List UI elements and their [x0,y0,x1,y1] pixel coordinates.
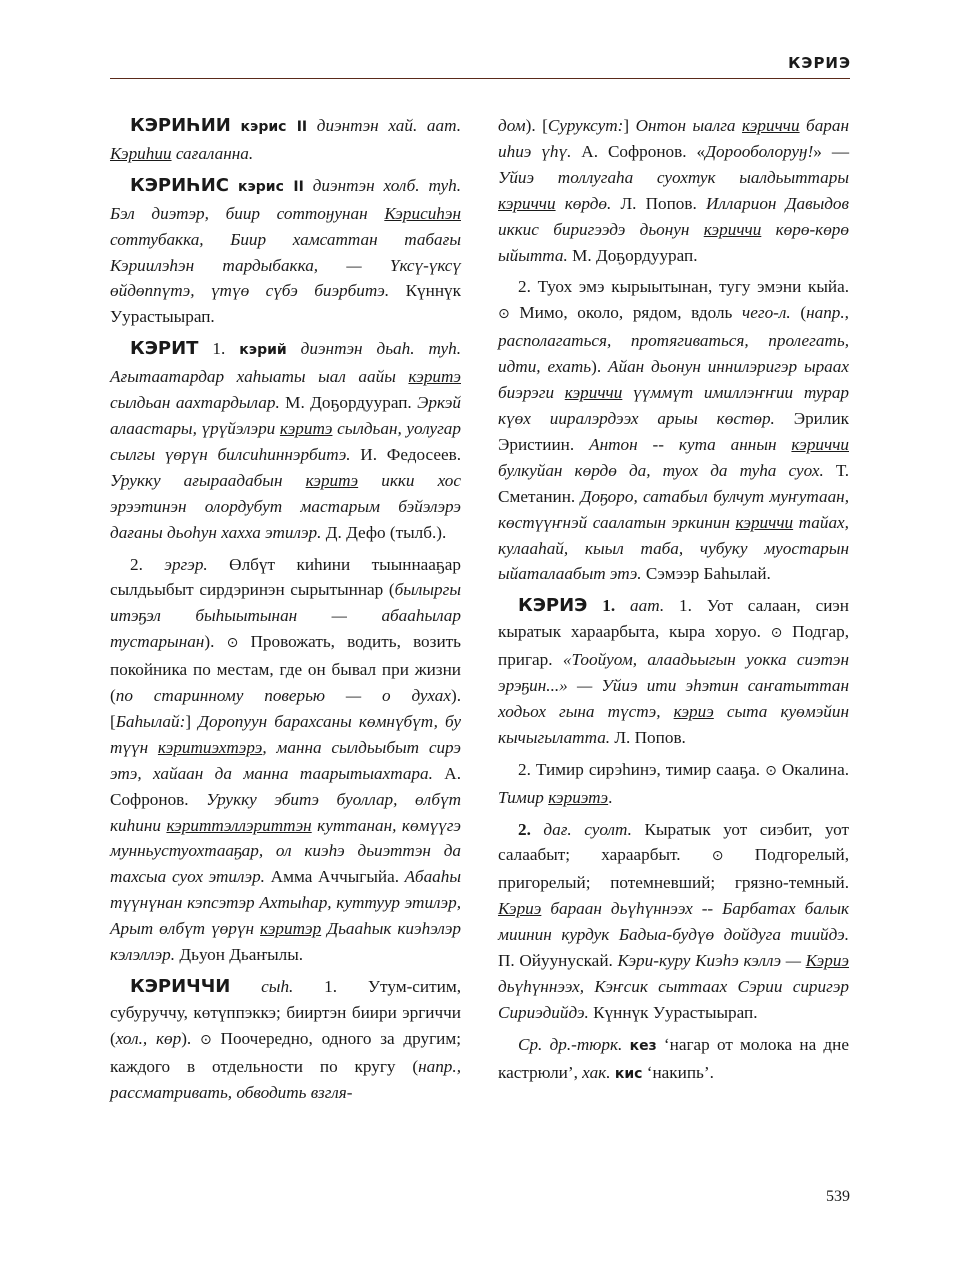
author: Л. Попов. [610,727,686,747]
homonym-number: 2. [518,819,531,839]
russian-marker-icon: ⊙ [711,848,724,865]
russian-gloss: Провожать, водить, возить покойника по местам, где он бывал при жизни ( [110,632,461,706]
headword: КЭРИҺИИ [130,115,231,136]
author: М. Доҕордуурап. [279,393,412,413]
entry-kerichchi-sense-2: 2. Туох эмэ кырыытынан, тугу эмэни кыйа. ⊙ Мимо, около, рядом, вдоль чего-л. (напр., располагаться, протягиваться, пролегать, идти, ехать). Айан дьонун иннилэригэр ыраах биэрэги кэриччи үүммүт имиллэҥҥии турар күөх ииралэрдээх арыы көстөр. Эрилик Эристиин. Антон -- кута аннын кэриччи булкуйан көрдө да, туох да туһа суох. Т. Сметанин. Доҕоро, сатабыл булчут муҥутаан, көстүүҥнэй саалатын эркинин кэриччи тайах, кулааһай, кыыл таба, чубуку муостарын ыйаталаабыт этэ. Сэмээр Баһылай. [498,277,850,584]
entry-keriһii [110,113,461,167]
running-head: КЭРИЭ [788,54,851,72]
pos: аат. [630,596,665,616]
entry-keriie-2: 2. дағ. суолт. Кыратык уот сиэбит, уот салаабыт; хараарбыт. ⊙ Подгорелый, пригорелый; потемневший; грязно-темный. Кэриэ бараан дьүһүннээх -- Барбатах балык миинин курдук Бадыа-будүө дойдуга тиийдэ. П. Ойуунускай. Кэри-куру Киэһэ кэллэ — Кэриэ дьүһүннээх, Кэҥсик сыттаах Сэрии сиригэр Сириэдийдэ. Күннүк Уурастыырап. [498,819,850,1022]
entry-kerit-sense-2: 2. эргэр. Өлбүт киһини тыыннааҕар сылдьыбыт сирдэринэн сырытыннар (былыргы итэҕэл быһыытынан — абааһылар тустарынан). ⊙ Провожать, водить, возить покойника по местам, где он бывал при жизни (по старинному поверью — о духах). [Баһылай:] Доропуун барахсаны көмнүбүт, бу түүн кэритиэхтэрэ, манна сылдьыбыт сирэ этэ, хайаан да манна таарытыахтара. А. Софронов. Урукку эбитэ буоллар, өлбүт киһини кэриттэллэриттэн куттанан, көмүүгэ мунньустуохтааҕар, ол киэһэ дьиэттэн да тахсыа суох этилэр. Амма Аччыгыйа. Абааһы түүнүнан кэпсэтэр Ахтыһар, куттуур этилэр, Арыт өлбүт үөрүн кэритэр Дьааһык киэһэлэр кэлэллэр. Дьуон Дьаҥылы. [110,554,462,965]
pos: дағ. суолт. [543,819,632,839]
ref-word: кэрис II [237,178,304,195]
etymology: Ср. др.-тюрк. кез ‘нагар от молока на дне кастрюли’, хак. кис ‘накипь’. [498,1034,850,1082]
author: Дьуон Дьаҥылы. [175,945,304,965]
header-rule [110,78,850,79]
sense-number: 1. [212,339,226,359]
author: М. Доҕордуурап. [567,245,698,265]
author: Д. Дефо (тылб.). [321,522,447,542]
pos: аат. [426,116,462,135]
example-word: Кэрисиһэн [384,203,461,223]
author: Эрилик Эристиин. [498,408,849,454]
author: А. Софронов. [571,141,687,161]
gloss: диэнтэн хай. [307,116,418,135]
entry-keriie: КЭРИЭ 1. аат. 1. Уот салаан, сиэн кыратык хараарбыта, кыра хоруо. ⊙ Подгар, пригар. «Тоойуом, алаадьыгын уокка сиэтэн эрэҕин...» — Уйиэ ити эһэтин саҥатыттан ходьох гына түстэ, кэриэ сыта куөмэйин кычыгылатта. Л. Попов. [498,595,849,747]
author: Күннүк Уурастыырап. [588,1002,758,1022]
entry-kerichchi: КЭРИЧЧИ сыһ. 1. Утум-ситим, субуруччу, көтүппэккэ; бииртэн биири эргиччи (хол., көр). ⊙ Поочередно, одного за другим; каждого в отдельности по кругу (напр., рассматривать, обводить взгля- [110,976,461,1102]
ref-word: кэрий [239,342,287,359]
sense-number: 2. [130,554,143,574]
headword: КЭРИЭ [518,595,588,617]
entry-keriie-sense-2: 2. Тимир сирэһинэ, тимир сааҕа. ⊙ Окалина. Тимир кэриэтэ. [498,759,849,807]
author: П. Ойуунускай. [498,951,613,971]
cognate-word: кез [629,1037,657,1054]
author: И. Федосеев. [350,444,461,464]
headword: КЭРИҺИС [130,174,229,196]
homonym-number: 1. [602,596,616,616]
gloss: сағаланна. [171,143,254,163]
russian-gloss: Подгорелый, пригорелый; потемневший; грязно-темный. [498,845,850,893]
left-column [110,113,461,1112]
russian-gloss: Окалина. [776,759,849,779]
russian-gloss: Мимо, около, рядом, вдоль [509,303,743,323]
entry-keriһis [110,173,461,330]
author: Күннүк Уурастыырап. [110,281,461,327]
russian-marker-icon: ⊙ [498,306,510,323]
pos: сыһ. [261,977,294,996]
headword: КЭРИТ [130,338,199,360]
example-text: соттубакка, Биир хамсаттан табағы Кэриилэһэн тардыбакка, — Үксү-үксү өйдөппүтэ, үтүө сүбэ биэрбитэ. [110,229,461,301]
author: А. Софронов. [110,763,461,809]
russian-marker-icon: ⊙ [226,635,239,652]
example-text: диэнтэн холб. туһ. Бэл диэтэр, биир соттоӈунан [110,175,461,223]
headword: КЭРИЧЧИ [130,976,231,997]
page-number: 539 [826,1188,850,1205]
entry-kerichchi-continued: дом). [Суруксут:] Онтон ыалга кэриччи баран иһиэ үһү. А. Софронов. «Дорооболоруӈ!» — Уйиэ толлугаһа суохтук ыалдьыттары кэриччи көрдө. Л. Попов. Илларион Давыдов иккис биригээдэ дьонун кэриччи көрө-көрө ыйытта. М. Доҕордуурап. [498,116,850,265]
author: Сэмээр Баһылай. [641,564,771,584]
cognate-word: кис [614,1065,643,1082]
russian-gloss: Подгар, пригар. [498,622,849,670]
pos: эргэр. [164,554,208,574]
entry-kerit: КЭРИТ 1. кэрий диэнтэн дьаһ. туһ. Ағытаатардар хаһыаты ыал аайы кэритэ сылдьан аахтардылар. М. Доҕордуурап. Эркэй алаастары, үрүйэлэри кэритэ сылдьан, уолугар сылгы үөрүн билсиһиннэрбитэ. И. Федосеев. Урукку ағыраадабын кэритэ икки хос эрээтинэн олордубут мастарым бэйэлэрэ дағаны дьоһун хахха этилэр. Д. Дефо (тылб.). [110,338,461,542]
example-word: Кэриһии [110,143,172,163]
ref-word: кэрис II [240,119,308,135]
author: Л. Попов. [611,193,697,213]
russian-marker-icon: ⊙ [765,762,777,779]
russian-marker-icon: ⊙ [770,625,783,642]
russian-marker-icon: ⊙ [200,1031,212,1048]
russian-gloss: Поочередно, одного за другим; каждого в отдельности по кругу ( [110,1028,461,1076]
author: Т. Сметанин. [498,460,850,506]
right-column [498,113,849,1094]
author: Амма Аччыгыйа. [264,867,399,887]
